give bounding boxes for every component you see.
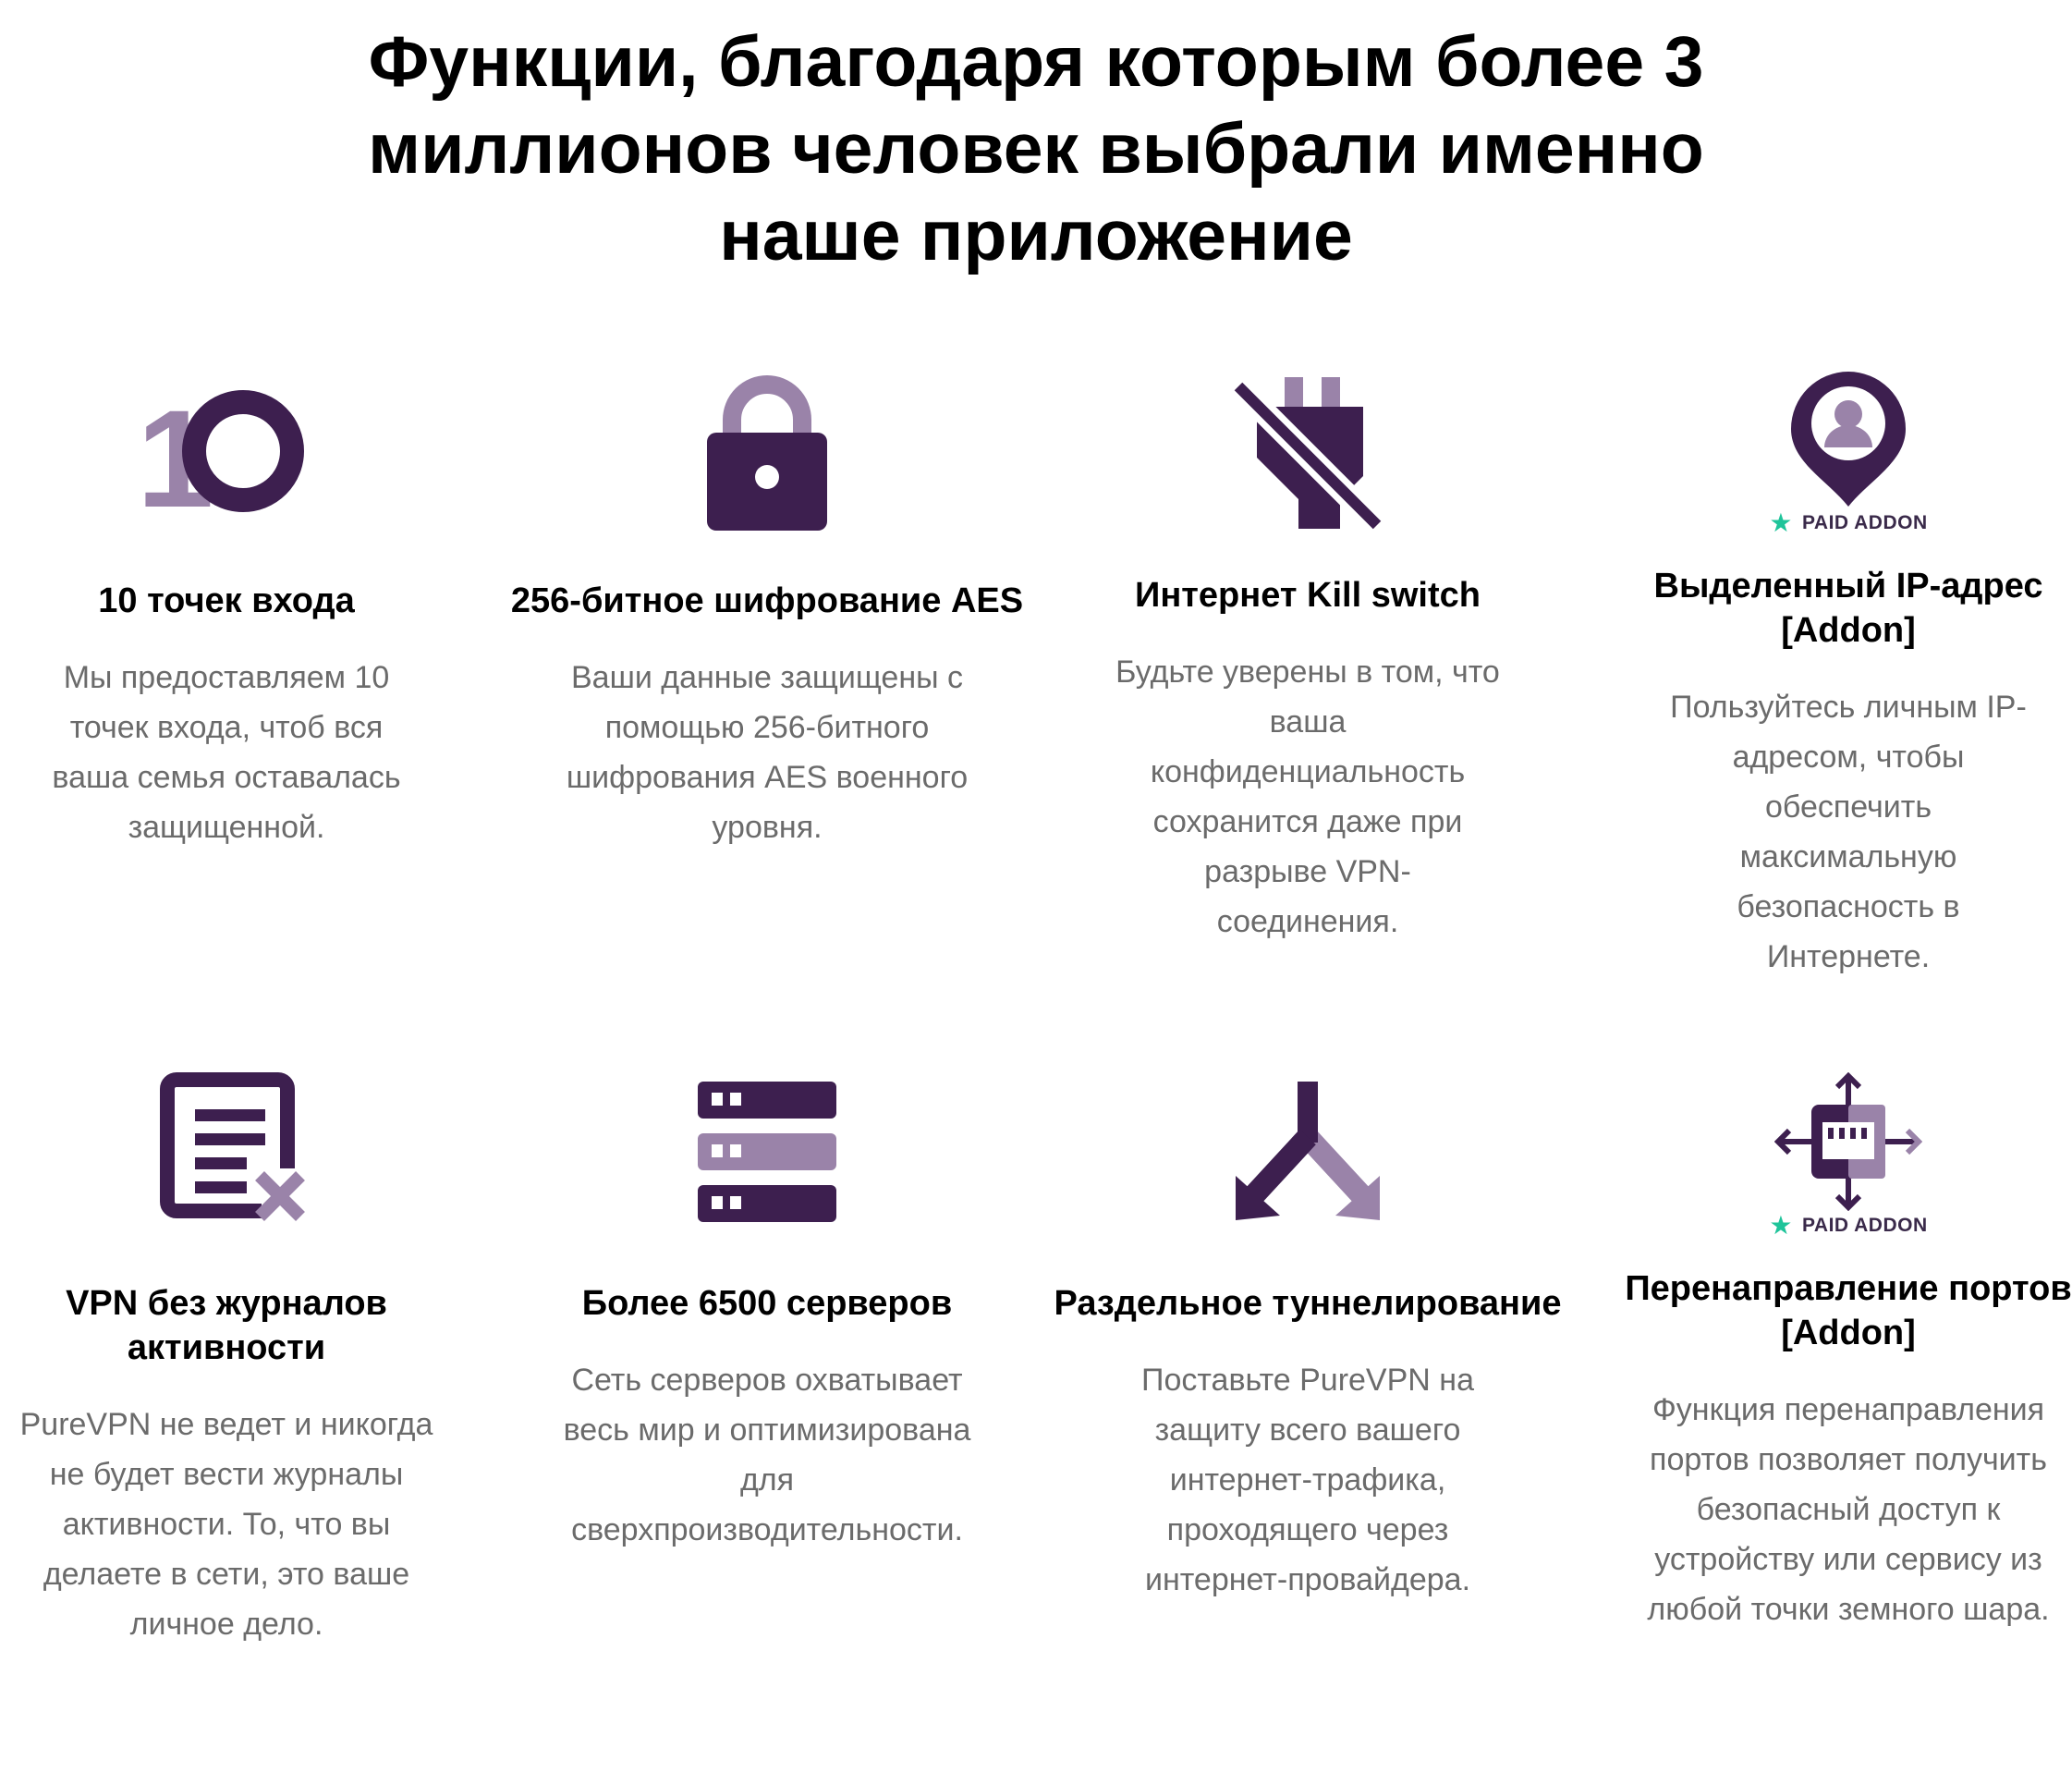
feature-ten-devices [0, 370, 485, 852]
feature-description: Сеть серверов охватывает весь мир и оптимизирована для сверхпроизводительности. [563, 1363, 971, 1547]
feature-title: Более 6500 серверов [581, 1284, 953, 1323]
feature-title: VPN без журналов активности [66, 1284, 387, 1367]
ten-icon-digit-one: 1 [137, 381, 196, 518]
feature-title: 10 точек входа [98, 581, 355, 620]
no-log-icon [0, 1072, 485, 1229]
lock-icon [508, 370, 1026, 536]
unplugged-icon [1049, 370, 1566, 536]
paid-addon-badge [1590, 510, 2072, 536]
headline-line-2: миллионов человек выбрали именно [368, 109, 1704, 189]
feature-servers [508, 1072, 1026, 1555]
feature-title: Перенаправление портов [Addon] [1625, 1269, 2072, 1352]
feature-title: Интернет Kill switch [1135, 576, 1481, 615]
split-arrows-icon [1049, 1072, 1566, 1229]
feature-kill-switch [1049, 370, 1566, 947]
headline-line-1: Функции, благодаря которым более 3 [368, 22, 1704, 102]
paid-addon-badge [1590, 1213, 2072, 1239]
port-forwarding-icon [1590, 1072, 2072, 1211]
headline-line-3: наше приложение [719, 196, 1353, 275]
feature-description: PureVPN не ведет и никогда не будет вести журналы активности. То, что вы делаете в сети, это ваше личное дело. [19, 1407, 433, 1642]
feature-title: 256-битное шифрование AES [510, 581, 1024, 620]
feature-description: Поставьте PureVPN на защиту всего вашего интернет-трафика, проходящего через интернет-провайдера. [1141, 1363, 1474, 1597]
badge-label: PAID ADDON [1801, 1215, 1928, 1236]
star-icon: ★ [1769, 1211, 1793, 1240]
badge-label: PAID ADDON [1801, 512, 1928, 533]
feature-aes-encryption [508, 370, 1026, 852]
servers-icon [508, 1072, 1026, 1229]
feature-port-forwarding [1590, 1072, 2072, 1634]
feature-description: Мы предоставляем 10 точек входа, чтоб вся ваша семья оставалась защищенной. [52, 660, 401, 845]
feature-description: Пользуйтесь личным IP-адресом, чтобы обеспечить максимальную безопасность в Интернете. [1670, 690, 2027, 974]
feature-no-logs [0, 1072, 485, 1649]
feature-description: Функция перенаправления портов позволяет получить безопасный доступ к устройству или сервису из любой точки земного шара. [1647, 1392, 2050, 1627]
feature-split-tunneling [1049, 1072, 1566, 1605]
star-icon: ★ [1769, 508, 1793, 537]
page-title [0, 18, 2072, 279]
feature-title: Выделенный IP-адрес [Addon] [1653, 567, 2043, 650]
ten-icon [0, 370, 485, 518]
location-user-icon [1590, 370, 2072, 508]
feature-description: Ваши данные защищены с помощью 256-битного шифрования AES военного уровня. [566, 660, 969, 845]
feature-dedicated-ip [1590, 370, 2072, 982]
feature-description: Будьте уверены в том, что ваша конфиденциальность сохранится даже при разрыве VPN-соединения. [1115, 654, 1500, 939]
feature-title: Раздельное туннелирование [1054, 1284, 1562, 1323]
